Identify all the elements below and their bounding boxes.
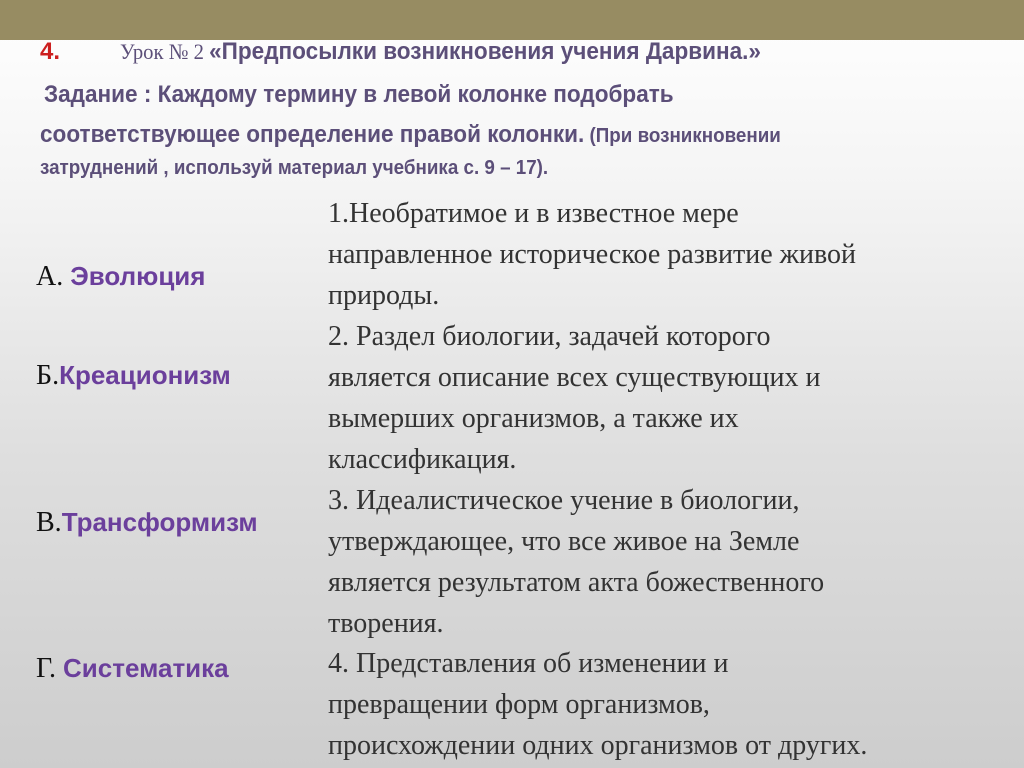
definition-line: направленное историческое развитие живой	[328, 239, 856, 270]
lesson-name: «Предпосылки возникновения учения Дарвина.»	[209, 38, 761, 65]
term-word: Систематика	[63, 653, 229, 683]
definition-2	[328, 316, 1008, 480]
task-number: 4.	[40, 38, 61, 65]
term-letter: Б.	[36, 360, 60, 391]
definition-line: 3. Идеалистическое учение в биологии,	[328, 485, 800, 516]
definition-line: утверждающее, что все живое на Земле	[328, 526, 800, 557]
definition-line: творения.	[328, 608, 444, 639]
term-c	[36, 506, 258, 539]
term-word: Эволюция	[70, 261, 206, 291]
term-letter: А.	[36, 261, 71, 292]
lesson-prefix: Урок № 2	[120, 39, 210, 64]
definition-4	[328, 643, 1008, 766]
definition-line: вымерших организмов, а также их	[328, 403, 739, 434]
lesson-title	[120, 36, 761, 68]
term-letter: Г.	[36, 653, 64, 684]
task-line-2-main: соответствующее определение правой колонки.	[40, 121, 585, 148]
definition-line: 2. Раздел биологии, задачей которого	[328, 321, 771, 352]
definition-1	[328, 193, 1008, 316]
term-b	[36, 359, 231, 392]
definition-line: 4. Представления об изменении и	[328, 648, 729, 679]
top-decorative-bar	[0, 0, 1024, 40]
term-word: Креационизм	[59, 360, 231, 390]
term-d	[36, 652, 229, 685]
definition-line: природы.	[328, 280, 440, 311]
definition-line: 1.Необратимое и в известное мере	[328, 198, 739, 229]
task-line-1: Задание : Каждому термину в левой колонке подобрать	[44, 81, 674, 108]
term-letter: В.	[36, 507, 62, 538]
term-a	[36, 260, 205, 293]
definition-line: является результатом акта божественного	[328, 567, 825, 598]
definition-line: классификация.	[328, 444, 517, 475]
definition-line: происхождении одних организмов от других.	[328, 730, 868, 761]
task-line-2	[40, 119, 781, 152]
definition-line: превращении форм организмов,	[328, 689, 710, 720]
term-word: Трансформизм	[61, 507, 258, 537]
task-line-3: затруднений , используй материал учебника с. 9 – 17).	[40, 157, 549, 179]
definition-line: является описание всех существующих и	[328, 362, 821, 393]
definition-3	[328, 480, 1008, 644]
task-hint: (При возникновении	[584, 125, 781, 147]
